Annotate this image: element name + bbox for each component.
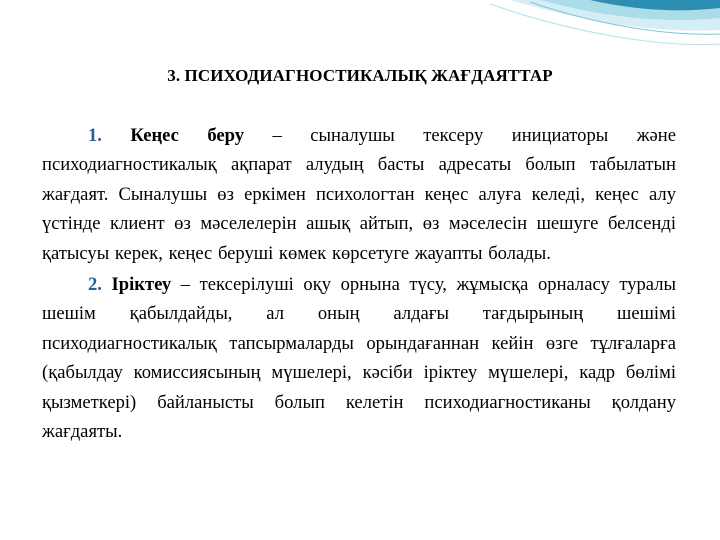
item-text: – тексерілуші оқу орнына түсу, жұмысқа орналасу туралы шешім қабылдайды, ал оның алдағы тағдырының шешімі психодиагностикалық тапсырмаларды орындағаннан кейін өзге тұлғаларға (қабылдау комиссиясының мүшелері, кәсіби іріктеу мүшелері, кадр бөлімі қызметкері) байланысты болып келетін психодиагностиканы қолдану жағдаяты.: [42, 274, 676, 443]
item-number: 2.: [88, 274, 112, 296]
decorative-swoosh: [470, 0, 720, 62]
item-term: Іріктеу: [111, 274, 172, 296]
page-title: 3. ПСИХОДИАГНОСТИКАЛЫҚ ЖАҒДАЯТТАР: [167, 66, 553, 85]
item-text: – сыналушы тексеру инициаторы және психодиагностикалық ақпарат алудың басты адресаты болып табылатын жағдаят. Сыналушы өз еркімен психологтан кеңес алуға келеді, кеңес алу үстінде клиент өз мәселелерін ашық айтып, өз мәселесін шешуге белсенді қатысуы керек, кеңес беруші көмек көрсетуге жауапты болады.: [42, 125, 676, 264]
item-term: Кеңес беру: [130, 125, 245, 146]
item-number: 1.: [88, 125, 131, 146]
list-item: [42, 121, 676, 268]
body-text: [42, 121, 676, 448]
list-item: [42, 270, 676, 446]
